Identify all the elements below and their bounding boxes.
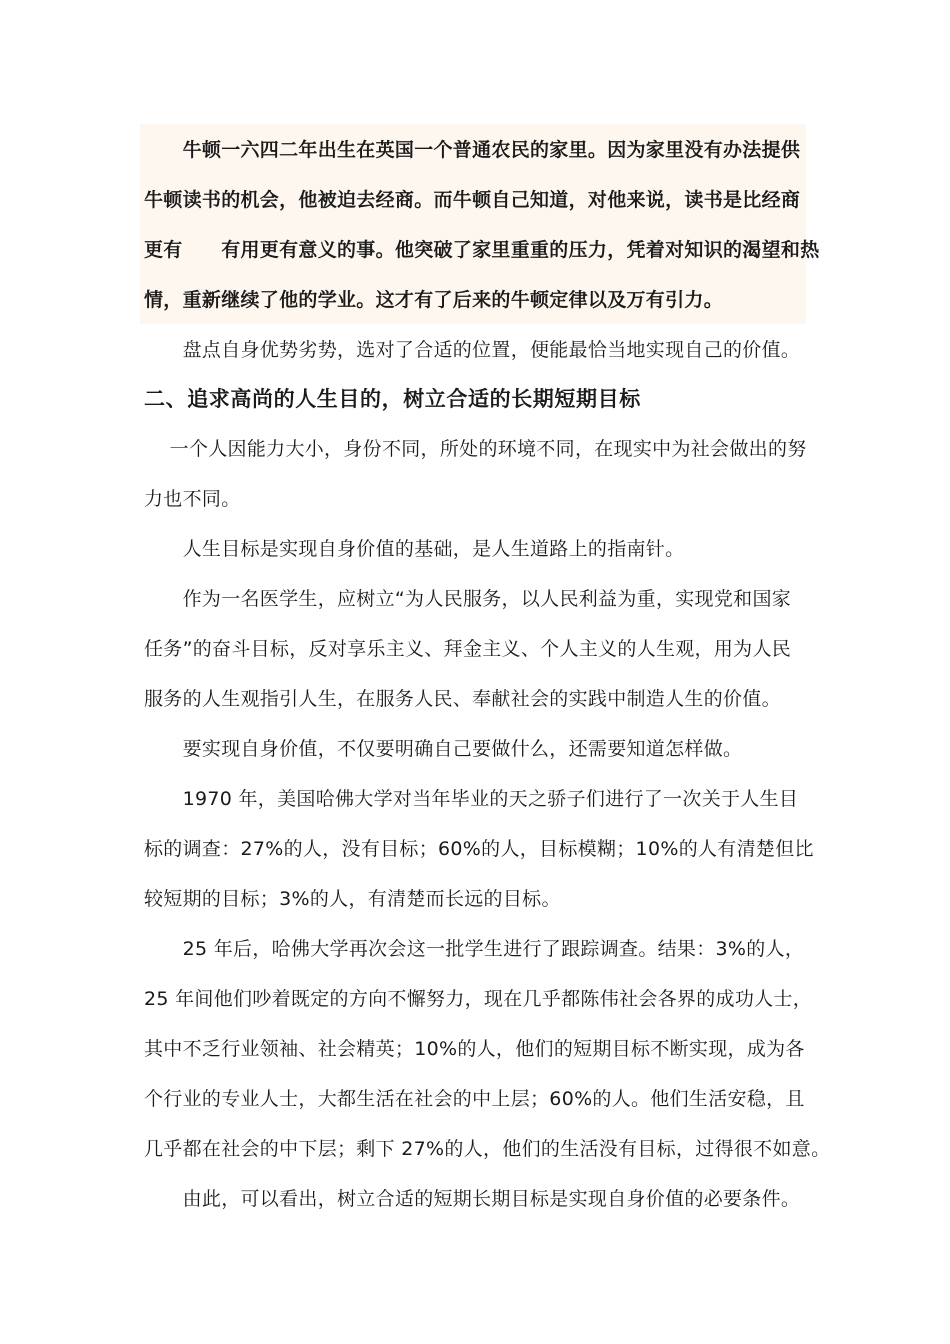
paragraph-line: 服务的人生观指引人生，在服务人民、奉献社会的实践中制造人生的价值。 bbox=[144, 688, 781, 710]
paragraph-line: 作为一名医学生，应树立“为人民服务，以人民利益为重，实现党和国家 bbox=[144, 588, 792, 610]
highlight-line: 牛顿读书的机会，他被迫去经商。而牛顿自己知道，对他来说，读书是比经商 bbox=[144, 189, 801, 211]
paragraph-line: 25 年后，哈佛大学再次会这一批学生进行了跟踪调查。结果：3%的人， bbox=[144, 938, 805, 960]
section-heading: 二、追求高尚的人生目的，树立合适的长期短期目标 bbox=[144, 387, 641, 411]
paragraph-line: 个行业的专业人士，大都生活在社会的中上层；60%的人。他们生活安稳，且 bbox=[144, 1088, 805, 1110]
paragraph-line: 任务”的奋斗目标，反对享乐主义、拜金主义、个人主义的人生观，用为人民 bbox=[144, 638, 792, 660]
paragraph-line: 较短期的目标；3%的人，有清楚而长远的目标。 bbox=[144, 888, 561, 910]
paragraph-line: 由此，可以看出，树立合适的短期长期目标是实现自身价值的必要条件。 bbox=[144, 1188, 801, 1210]
paragraph-line: 1970 年，美国哈佛大学对当年毕业的天之骄子们进行了一次关于人生目 bbox=[144, 788, 799, 810]
paragraph-line: 标的调查：27%的人，没有目标；60%的人，目标模糊；10%的人有清楚但比 bbox=[144, 838, 814, 860]
paragraph-line: 力也不同。 bbox=[144, 488, 241, 510]
paragraph-line: 几乎都在社会的中下层；剩下 27%的人，他们的生活没有目标，过得很不如意。 bbox=[144, 1138, 831, 1160]
paragraph-line: 要实现自身价值，不仅要明确自己要做什么，还需要知道怎样做。 bbox=[144, 738, 743, 760]
highlight-line: 更有 有用更有意义的事。他突破了家里重重的压力，凭着对知识的渴望和热 bbox=[144, 239, 820, 261]
paragraph-line: 25 年间他们吵着既定的方向不懈努力，现在几乎都陈伟社会各界的成功人士， bbox=[144, 988, 813, 1010]
summary-paragraph: 盘点自身优势劣势，选对了合适的位置，便能最恰当地实现自己的价值。 bbox=[144, 339, 801, 361]
paragraph-line: 一个人因能力大小，身份不同，所处的环境不同，在现实中为社会做出的努 bbox=[144, 438, 807, 460]
highlight-line: 牛顿一六四二年出生在英国一个普通农民的家里。因为家里没有办法提供 bbox=[144, 139, 801, 161]
highlight-line: 情，重新继续了他的学业。这才有了后来的牛顿定律以及万有引力。 bbox=[144, 289, 724, 311]
paragraph-line: 其中不乏行业领袖、社会精英；10%的人，他们的短期目标不断实现，成为各 bbox=[144, 1038, 805, 1060]
paragraph-line: 人生目标是实现自身价值的基础，是人生道路上的指南针。 bbox=[144, 538, 685, 560]
